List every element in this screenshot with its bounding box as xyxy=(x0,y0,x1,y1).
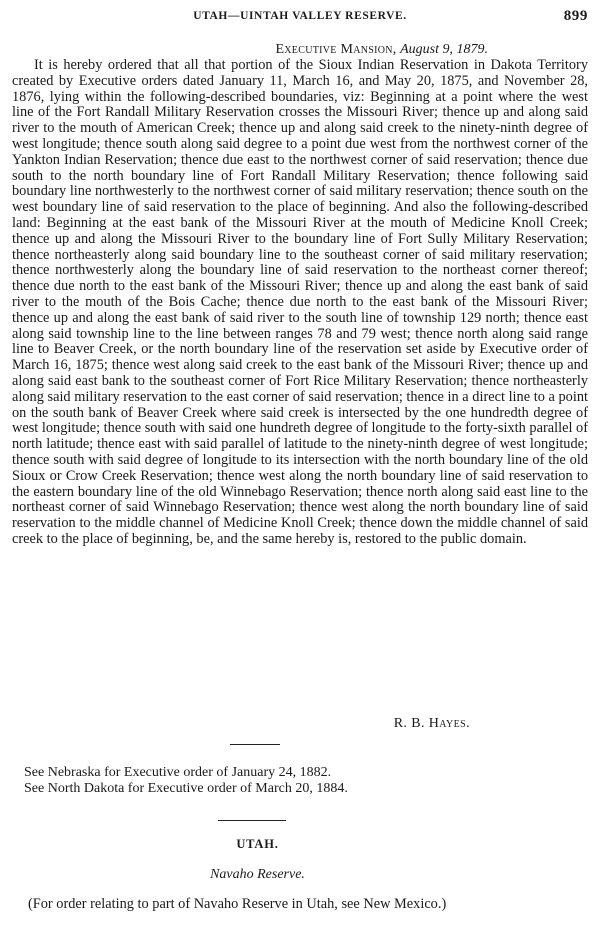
see-reference-line: See Nebraska for Executive order of January 24, 1882. xyxy=(24,765,332,780)
see-reference-line: See North Dakota for Executive order of March 20, 1884. xyxy=(24,781,348,796)
order-dateline xyxy=(20,42,488,58)
dateline-place: Executive Mansion, xyxy=(275,42,397,57)
running-header xyxy=(12,10,588,30)
section-divider xyxy=(230,744,280,745)
signature xyxy=(394,716,470,732)
running-title: UTAH—UINTAH VALLEY RESERVE. xyxy=(193,10,407,22)
signature-initials: R. B. xyxy=(393,716,425,731)
executive-order-text: It is hereby ordered that all that portion of the Sioux Indian Reservation in Dakota Territory created by Executive orders dated January 11, March 16, and May 20, 1875, and November 28, 1876, lying within the following-described boundaries, viz: Beginning at a point where the west line of the Fort Randall Military Reservation crosses the Missouri River; thence up and along said river to the mouth of American Creek; thence up and along said creek to the ninety-ninth degree of west longitude; thence south along said degree to a point due west from the northwest corner of the Yankton Indian Reservation; thence due east to the northwest corner of said reservation; thence due south to the north boundary line of Fort Randall Military Reservation; thence following said boundary line northwesterly to the northwest corner of said military reservation; thence south on the west boundary line of said reservation to the place of beginning. And also the following-described land: Beginning at the east bank of the Missouri River at the mouth of Medicine Knoll Creek; thence up and along the Missouri River to the boundary line of Fort Sully Military Reservation; thence northeasterly along said boundary line to the southeast corner of said military reservation; thence northwesterly along the boundary line of said reservation to the northeast corner thereof; thence due north to the east bank of the Missouri River; thence up and along the east bank of said river to the mouth of the Bois Cache; thence due north to the east bank of the Missouri River; thence up and along the east bank of said river to the south line of township 129 north; thence east along said township line to the line between ranges 78 and 79 west; thence north along said range line to Beaver Creek, or the north boundary line of the reservation set aside by Executive order of March 16, 1875; thence west along said creek to the east bank of the Missouri River; thence up and along said east bank to the southeast corner of Fort Rice Military Reservation; thence northeasterly along said military reservation to the east corner of said reservation; thence in a direct line to a point on the south bank of Beaver Creek where said creek is intersected by the one hundredth degree of west longitude; thence south with said one hundreth degree of longitude to the forty-sixth parallel of north latitude; thence east with said parallel of latitude to the ninety-ninth degree of west longitude; thence south with said degree of longitude to its intersection with the north boundary line of the old Sioux or Crow Creek Reservation; thence west along the north boundary line of said reservation to the eastern boundary line of the old Winnebago Reservation; thence north along said east line to the northeast corner of said Winnebago Reservation; thence west along the north boundary line of said reservation to the middle channel of Medicine Knoll Creek; thence down the middle channel of said creek to the place of beginning, be, and the same hereby is, restored to the public domain. xyxy=(12,57,588,547)
section-heading: UTAH. xyxy=(236,837,279,851)
subsection-heading: Navaho Reserve. xyxy=(210,867,305,882)
page-number: 899 xyxy=(563,8,588,24)
signature-surname: Hayes. xyxy=(428,716,470,731)
see-references xyxy=(24,765,348,797)
reference-note: (For order relating to part of Navaho Reserve in Utah, see New Mexico.) xyxy=(28,896,447,912)
dateline-date: August 9, 1879. xyxy=(400,42,488,57)
section-divider xyxy=(218,820,286,821)
